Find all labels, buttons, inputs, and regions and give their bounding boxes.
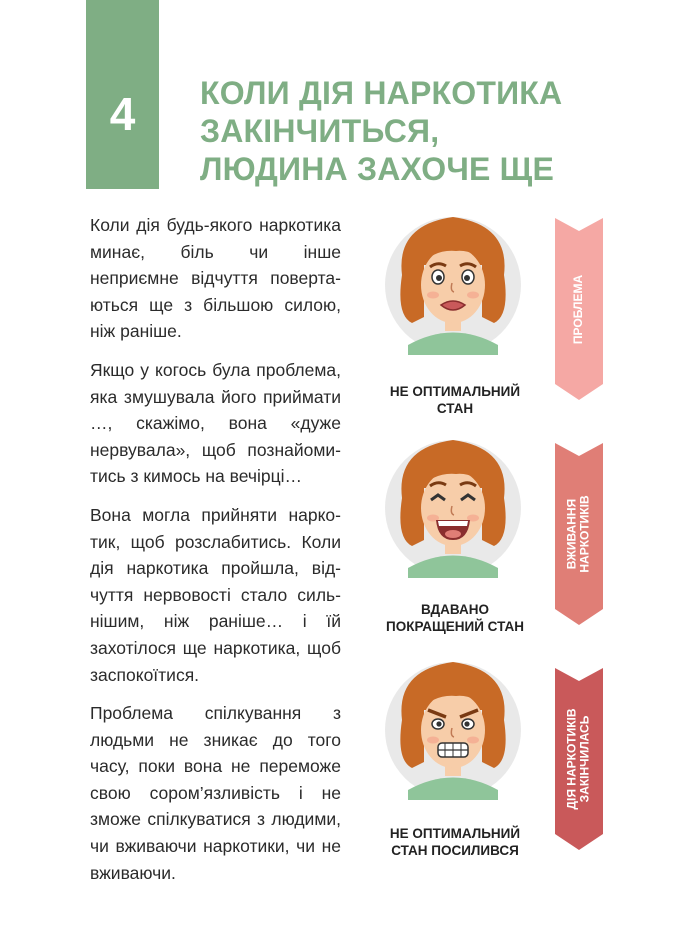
section-number-block (86, 0, 159, 189)
face-nervous-illustration (378, 205, 528, 355)
title-line: ЛЮДИНА ЗАХОЧЕ ЩЕ (200, 151, 554, 187)
tag-label: ДІЯ НАРКОТИКІВ ЗАКІНЧИЛАСЬ (565, 708, 592, 810)
paragraph: Коли дія будь-якого наркотика минає, біль чи інше неприємне відчуття повертаються ще з більшою силою, ніж раніше. (90, 215, 341, 342)
face-caption-2 (365, 601, 545, 635)
caption-line: ПОКРАЩЕНИЙ СТАН (386, 619, 524, 634)
face-happy-illustration (378, 428, 528, 578)
body-text (90, 212, 341, 898)
page-title (200, 74, 600, 188)
face-caption-1 (365, 383, 545, 417)
tag-label: ПРОБЛЕМА (571, 274, 586, 344)
paragraph: Проблема спілкування з людьми не зникає до того часу, поки вона не переможе свою сором’язливість і не зможе спілкуватися з людими, чи вживаючи наркотики, чи не вживаючи. (90, 703, 341, 883)
face-caption-3 (365, 825, 545, 859)
caption-line: НЕ ОПТИМАЛЬНИЙ (389, 826, 521, 841)
face-angry-illustration (378, 650, 528, 800)
caption-line: СТАН (436, 401, 474, 416)
tag-problem (555, 218, 603, 400)
caption-line: СТАН ПОСИЛИВСЯ (391, 843, 519, 858)
title-line: ЗАКІНЧИТЬСЯ, (200, 113, 440, 149)
caption-line: ВДАВАНО (420, 602, 489, 617)
title-line: КОЛИ ДІЯ НАРКОТИКА (200, 75, 563, 111)
section-number: 4 (109, 88, 136, 140)
tag-drug-use (555, 443, 603, 625)
caption-line: НЕ ОПТИМАЛЬНИЙ (389, 384, 521, 399)
tag-label: ВЖИВАННЯ НАРКОТИКІВ (565, 495, 592, 573)
paragraph: Вона могла прийняти наркотик, щоб розслабитись. Коли дія наркотика пройшла, відчуття нервовості стало сильнішим, ніж раніше… і їй захотілося ще наркотика, щоб заспокоїтися. (90, 504, 341, 685)
tag-effect-ended (555, 668, 603, 850)
paragraph: Якщо у когось була проблема, яка змушувала його приймати …, скажімо, вона «дуже нервувала», щоб познайомитись з кимось на вечірці… (90, 359, 341, 487)
